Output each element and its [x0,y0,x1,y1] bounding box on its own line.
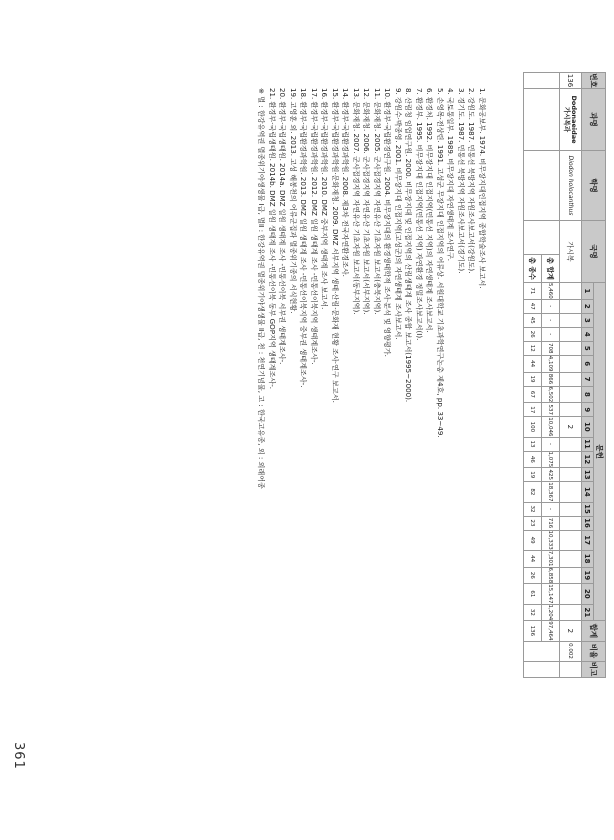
survey-col: 11 [582,437,594,451]
total-cell: 708 [542,341,560,355]
count-cell: 71 [524,283,542,300]
legend-note: ※ 멸 : 한강유역권 멸종위기야생생물 Ⅰ급, 멸Ⅱ : 한강유역권 멸종위기야생생물 Ⅱ급, 천 : 천연기념물, 고 : 한국고유종, 외 : 외래어종 [257,88,267,489]
value-cell [560,604,582,621]
value-cell [560,567,582,584]
survey-col: 16 [582,516,594,530]
sum-cell: 2 [560,621,582,641]
total-row [542,73,560,678]
reference-item: 16. 환경부·국립환경과학원. 2010. DMZ 중부지역 생태계 조사 보고서. [320,88,330,310]
survey-col: 18 [582,550,594,567]
total-cell: 10,333 [542,530,560,550]
value-cell [560,468,582,482]
reference-item: 20. 환경부·국립생태원. 2014a. DMZ 일원 생태계 조사 -민통선이북 서부권 생태계조사-. [278,88,288,365]
total-cell: 1,075 [542,451,560,468]
total-cell: 7,301 [542,550,560,567]
survey-col: 5 [582,341,594,355]
family-cell [560,89,582,151]
count-cell: 19 [524,372,542,386]
header-species: 학명 [582,151,606,221]
count-cell: 17 [524,403,542,417]
survey-col: 20 [582,584,594,604]
header-sum: 합계 [582,621,606,641]
count-cell: 26 [524,567,542,584]
value-cell [560,403,582,417]
count-cell: 45 [524,313,542,327]
survey-col: 13 [582,468,594,482]
fish-species-table [523,72,606,678]
reference-item: 7. 환경부. 1995. 비무장지대 인접지역(민통선 지역) 자연환경 정밀조사보고서(Ⅰ). [415,88,424,341]
total-label: 총 합계 [542,255,560,283]
header-row-1 [594,73,606,678]
species-count-label: 총 종수 [524,255,542,283]
total-cell: 6,502 [542,386,560,403]
header-note: 비고 [582,661,606,677]
header-ratio: 비율 [582,641,606,661]
value-cell [560,313,582,327]
count-cell: 44 [524,355,542,372]
reference-item: 14. 환경부·국립환경과학원. 2008. 제3차 전국자연환경조사. [341,88,351,277]
count-cell: 19 [524,468,542,482]
reference-item: 12. 문화재청. 2006. 군사접경지역 자연유산 기초자원 보고서(서부지역). [362,88,372,315]
reference-item: 17. 환경부·국립환경과학원. 2012. DMZ 일원 생태계 조사 -민통선이북지역 생태계조사-. [310,88,319,365]
total-cell: 866 [542,372,560,386]
korean-name: 가시복 [560,221,582,283]
row-no: 136 [560,73,582,89]
survey-col: 3 [582,313,594,327]
count-cell: 47 [524,299,542,313]
survey-col: 17 [582,530,594,550]
species-count-row [524,73,542,678]
reference-item: 4. 국토통일부. 1989. 비무장지대 자연생태계 조사연구. [446,88,456,262]
survey-col: 4 [582,327,594,341]
total-cell: 5,460 [542,283,560,300]
count-cell: 44 [524,550,542,567]
survey-col: 19 [582,567,594,584]
total-cell: 716 [542,516,560,530]
total-cell: - [542,327,560,341]
count-cell: 49 [524,530,542,550]
table-row [560,73,582,678]
survey-col: 15 [582,502,594,516]
count-cell: 32 [524,502,542,516]
reference-item: 15. 환경부·국립환경과학원·문화재청. 2009. DMZ 서부지역 생태·산림·문화재 현황 조사·연구 보고서. [331,88,340,403]
header-survey: 문헌 [594,283,606,621]
reference-item: 18. 환경부·국립환경과학원. 2013. DMZ 일원 생태계 조사 -민통선이북지역 중부권 생태계조사-. [299,88,309,388]
survey-col: 12 [582,451,594,468]
survey-col: 8 [582,386,594,403]
header-korean-name: 국명 [582,221,606,283]
family-name: Dodonaeidae [570,95,579,144]
value-cell [560,530,582,550]
reference-item: 8. 산림청 임업연구원. 2000. 비무장지대 및 인접지역의 산림생태계 조사 종합 보고서(1995~2000). [404,88,414,403]
reference-item: 19. 고영훈 외. 2013. 고성 해봉천의 어류군집과 멸종위기종의 서식현황. [289,88,298,314]
value-cell [560,299,582,313]
value-cell [560,437,582,451]
total-cell: 4,109 [542,355,560,372]
value-cell [560,451,582,468]
reference-item: 9. 강원수·박종영. 2001. 비무장지대 인접지역(고성군)의 자연생태계 조사보고서. [394,88,403,340]
total-cell: 15,147 [542,584,560,604]
value-cell [560,283,582,300]
total-sum: 97,464 [542,621,560,641]
total-cell: - [542,299,560,313]
count-sum: 136 [524,621,542,641]
count-cell: 26 [524,327,542,341]
value-cell [560,341,582,355]
value-cell [560,372,582,386]
survey-col: 14 [582,482,594,502]
reference-item: 21. 환경부·국립생태원. 2014b. DMZ 일원 생태계 조사 -민통선이북 동부 GOP지역 생태계조사-. [268,88,277,390]
value-cell [560,386,582,403]
reference-item: 2. 강원도. 1987. 민통선 북방지역 자원조사보고서(강원도). [467,88,477,274]
count-cell: 67 [524,386,542,403]
header-no: 번호 [582,73,606,89]
count-cell: 100 [524,417,542,437]
reference-item: 5. 손영목·전상린. 1991. 고성군 무장지대 인접지역의 어류상. 서원대학교 기초과학연구논총 제4호, pp. 33~49. [436,88,445,438]
survey-col: 21 [582,604,594,621]
survey-col: 6 [582,355,594,372]
survey-col: 9 [582,403,594,417]
page-number: 361 [11,742,26,770]
count-cell: 23 [524,516,542,530]
total-cell: - [542,502,560,516]
value-cell [560,516,582,530]
count-cell: 46 [524,451,542,468]
survey-col: 7 [582,372,594,386]
reference-item: 1. 문화공보부. 1974. 비무장지대인접지역 종합학술조사 보고서. [478,88,487,289]
value-cell: 2 [560,417,582,437]
value-cell [560,482,582,502]
species-name: Diodon holocanthus [560,151,582,221]
count-cell: 13 [524,437,542,451]
reference-item: 6. 환경처. 1992. 비무장지대 인접지역(민통선 지역)의 자연생태계 조사보고서. [425,88,435,333]
survey-col: 10 [582,417,594,437]
value-cell [560,584,582,604]
total-cell: - [542,313,560,327]
count-cell: 61 [524,584,542,604]
total-cell: 18,367 [542,482,560,502]
count-cell: 82 [524,482,542,502]
total-cell: 6,858 [542,567,560,584]
header-family: 과명 [582,89,606,151]
family-korean-name: 가시복과 [563,106,572,133]
total-cell: - [542,437,560,451]
reference-item: 11. 문화재청. 2005. 군사접경지역 자연유산 기초자원 보고서(충북지역). [373,88,382,315]
value-cell [560,355,582,372]
value-cell [560,502,582,516]
total-cell: 10,046 [542,417,560,437]
reference-item: 10. 환경부·국립환경연구원. 2004. 비무장지대의 환경생태학적 조사·분석 및 영향평가. [383,88,393,357]
count-cell: 32 [524,604,542,621]
ratio-cell: 0.002 [560,641,582,661]
total-cell: 537 [542,403,560,417]
survey-col: 1 [582,283,594,300]
reference-list [256,88,487,728]
value-cell [560,550,582,567]
count-cell: 12 [524,341,542,355]
note-cell [560,661,582,677]
reference-item: 3. 경기도. 1987. 민통선 북방지역 자원조사보고서(경기도). [457,88,466,274]
reference-item: 13. 문화재청. 2007. 군사접경지역 자연유산 기초자원 보고서(동부지역). [352,88,361,315]
total-cell: 425 [542,468,560,482]
survey-col: 2 [582,299,594,313]
value-cell [560,327,582,341]
total-cell: 1,204 [542,604,560,621]
